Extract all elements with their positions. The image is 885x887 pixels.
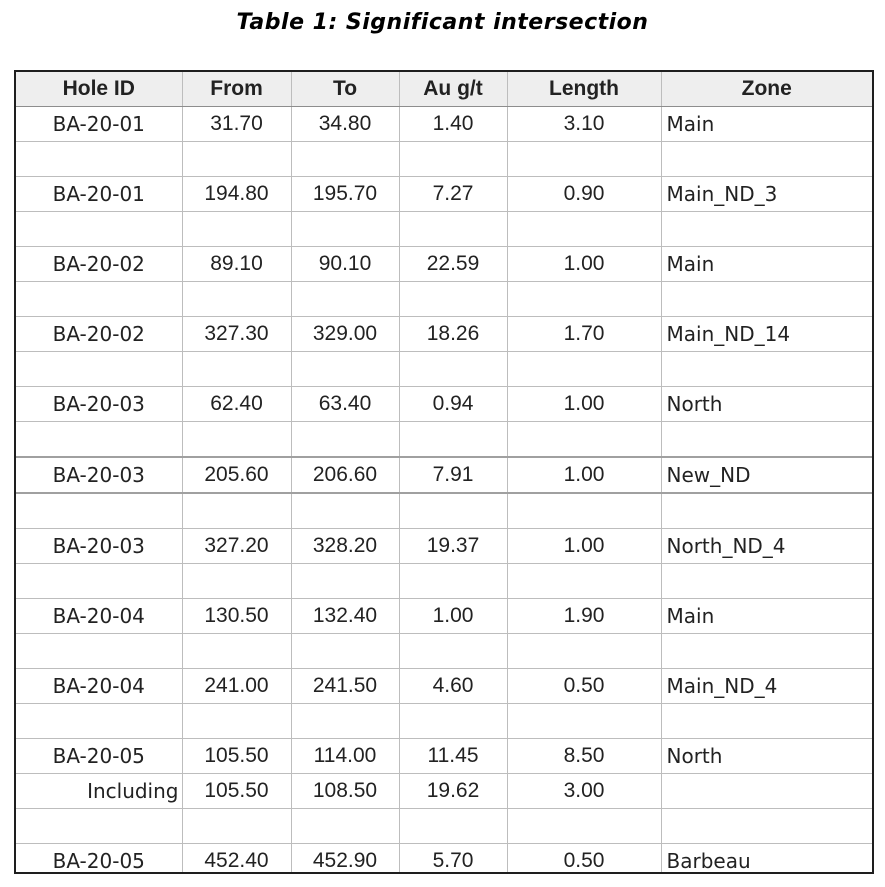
cell-to: 132.40 bbox=[291, 599, 399, 634]
cell-zone bbox=[661, 704, 872, 739]
cell-to: 241.50 bbox=[291, 669, 399, 704]
cell-to bbox=[291, 564, 399, 599]
table-body bbox=[16, 107, 872, 875]
header-length: Length bbox=[507, 72, 661, 107]
cell-length bbox=[507, 352, 661, 387]
table-row bbox=[16, 282, 872, 317]
cell-zone: North bbox=[661, 739, 872, 774]
table-row bbox=[16, 669, 872, 704]
cell-to bbox=[291, 352, 399, 387]
cell-length bbox=[507, 634, 661, 669]
cell-hole-id: BA-20-03 bbox=[16, 457, 182, 493]
table-row bbox=[16, 352, 872, 387]
cell-hole-id: BA-20-04 bbox=[16, 669, 182, 704]
cell-au: 22.59 bbox=[399, 247, 507, 282]
cell-from bbox=[182, 282, 291, 317]
cell-length bbox=[507, 282, 661, 317]
cell-hole-id: BA-20-04 bbox=[16, 599, 182, 634]
cell-to bbox=[291, 634, 399, 669]
cell-from: 327.20 bbox=[182, 529, 291, 564]
cell-from: 105.50 bbox=[182, 739, 291, 774]
cell-hole-id: Including bbox=[16, 774, 182, 809]
cell-au bbox=[399, 809, 507, 844]
cell-from bbox=[182, 564, 291, 599]
cell-to: 329.00 bbox=[291, 317, 399, 352]
cell-au: 4.60 bbox=[399, 669, 507, 704]
header-zone: Zone bbox=[661, 72, 872, 107]
cell-zone bbox=[661, 564, 872, 599]
cell-au: 5.70 bbox=[399, 844, 507, 875]
cell-from bbox=[182, 634, 291, 669]
cell-from bbox=[182, 809, 291, 844]
cell-from: 194.80 bbox=[182, 177, 291, 212]
cell-zone bbox=[661, 422, 872, 458]
cell-hole-id bbox=[16, 704, 182, 739]
cell-length: 1.00 bbox=[507, 529, 661, 564]
cell-to bbox=[291, 212, 399, 247]
cell-hole-id bbox=[16, 422, 182, 458]
cell-zone bbox=[661, 634, 872, 669]
table-row bbox=[16, 457, 872, 493]
cell-zone: Main_ND_4 bbox=[661, 669, 872, 704]
table-row bbox=[16, 422, 872, 458]
cell-zone: Main_ND_14 bbox=[661, 317, 872, 352]
table-row bbox=[16, 247, 872, 282]
header-from: From bbox=[182, 72, 291, 107]
intersection-table bbox=[14, 70, 874, 874]
cell-to: 34.80 bbox=[291, 107, 399, 142]
cell-length bbox=[507, 564, 661, 599]
cell-hole-id bbox=[16, 809, 182, 844]
cell-zone: North bbox=[661, 387, 872, 422]
cell-zone: Main bbox=[661, 107, 872, 142]
cell-from bbox=[182, 352, 291, 387]
cell-zone bbox=[661, 352, 872, 387]
table-row bbox=[16, 809, 872, 844]
table-row bbox=[16, 599, 872, 634]
table-row bbox=[16, 107, 872, 142]
cell-length: 8.50 bbox=[507, 739, 661, 774]
cell-from bbox=[182, 493, 291, 529]
table-row bbox=[16, 564, 872, 599]
cell-au: 18.26 bbox=[399, 317, 507, 352]
header-au: Au g/t bbox=[399, 72, 507, 107]
cell-zone bbox=[661, 212, 872, 247]
table-row bbox=[16, 317, 872, 352]
cell-hole-id: BA-20-01 bbox=[16, 107, 182, 142]
cell-hole-id: BA-20-03 bbox=[16, 529, 182, 564]
cell-zone bbox=[661, 282, 872, 317]
cell-zone: Main_ND_3 bbox=[661, 177, 872, 212]
cell-from: 62.40 bbox=[182, 387, 291, 422]
cell-hole-id bbox=[16, 352, 182, 387]
table-row bbox=[16, 387, 872, 422]
cell-length bbox=[507, 493, 661, 529]
table-row bbox=[16, 844, 872, 875]
table-row bbox=[16, 529, 872, 564]
cell-to bbox=[291, 493, 399, 529]
cell-length: 0.90 bbox=[507, 177, 661, 212]
table-row bbox=[16, 212, 872, 247]
table-row bbox=[16, 493, 872, 529]
cell-from bbox=[182, 212, 291, 247]
cell-au bbox=[399, 142, 507, 177]
cell-from: 205.60 bbox=[182, 457, 291, 493]
cell-to bbox=[291, 809, 399, 844]
cell-au bbox=[399, 493, 507, 529]
cell-from: 327.30 bbox=[182, 317, 291, 352]
cell-from: 31.70 bbox=[182, 107, 291, 142]
cell-from bbox=[182, 704, 291, 739]
cell-hole-id: BA-20-02 bbox=[16, 247, 182, 282]
cell-length bbox=[507, 142, 661, 177]
table-row bbox=[16, 774, 872, 809]
cell-length bbox=[507, 212, 661, 247]
cell-length: 3.10 bbox=[507, 107, 661, 142]
cell-from: 452.40 bbox=[182, 844, 291, 875]
cell-length bbox=[507, 422, 661, 458]
cell-au bbox=[399, 422, 507, 458]
cell-au: 7.27 bbox=[399, 177, 507, 212]
cell-au bbox=[399, 704, 507, 739]
cell-au: 0.94 bbox=[399, 387, 507, 422]
cell-length: 0.50 bbox=[507, 844, 661, 875]
cell-zone bbox=[661, 142, 872, 177]
cell-au: 1.00 bbox=[399, 599, 507, 634]
cell-zone bbox=[661, 774, 872, 809]
cell-length: 1.90 bbox=[507, 599, 661, 634]
cell-au: 1.40 bbox=[399, 107, 507, 142]
cell-to: 206.60 bbox=[291, 457, 399, 493]
cell-au: 19.37 bbox=[399, 529, 507, 564]
cell-to: 114.00 bbox=[291, 739, 399, 774]
cell-hole-id bbox=[16, 493, 182, 529]
cell-hole-id bbox=[16, 212, 182, 247]
cell-to: 63.40 bbox=[291, 387, 399, 422]
cell-au bbox=[399, 282, 507, 317]
cell-hole-id bbox=[16, 634, 182, 669]
header-row bbox=[16, 72, 872, 107]
cell-length: 1.70 bbox=[507, 317, 661, 352]
cell-from bbox=[182, 142, 291, 177]
cell-au bbox=[399, 564, 507, 599]
cell-hole-id: BA-20-05 bbox=[16, 739, 182, 774]
cell-hole-id: BA-20-01 bbox=[16, 177, 182, 212]
cell-au bbox=[399, 352, 507, 387]
table-row bbox=[16, 142, 872, 177]
cell-hole-id bbox=[16, 142, 182, 177]
cell-to: 328.20 bbox=[291, 529, 399, 564]
cell-length: 1.00 bbox=[507, 457, 661, 493]
cell-to: 452.90 bbox=[291, 844, 399, 875]
cell-to: 195.70 bbox=[291, 177, 399, 212]
cell-to bbox=[291, 704, 399, 739]
table-row bbox=[16, 634, 872, 669]
cell-length: 3.00 bbox=[507, 774, 661, 809]
table-row bbox=[16, 704, 872, 739]
cell-au: 7.91 bbox=[399, 457, 507, 493]
cell-from bbox=[182, 422, 291, 458]
cell-to: 108.50 bbox=[291, 774, 399, 809]
cell-from: 89.10 bbox=[182, 247, 291, 282]
cell-length: 1.00 bbox=[507, 247, 661, 282]
cell-hole-id: BA-20-05 bbox=[16, 844, 182, 875]
cell-hole-id bbox=[16, 564, 182, 599]
cell-zone: North_ND_4 bbox=[661, 529, 872, 564]
cell-length bbox=[507, 809, 661, 844]
cell-length bbox=[507, 704, 661, 739]
cell-to bbox=[291, 422, 399, 458]
table-row bbox=[16, 739, 872, 774]
cell-hole-id bbox=[16, 282, 182, 317]
cell-zone bbox=[661, 809, 872, 844]
cell-zone: Barbeau bbox=[661, 844, 872, 875]
cell-au bbox=[399, 634, 507, 669]
cell-zone: Main bbox=[661, 599, 872, 634]
cell-to bbox=[291, 142, 399, 177]
table-title: Table 1: Significant intersection bbox=[236, 10, 649, 35]
cell-length: 1.00 bbox=[507, 387, 661, 422]
cell-hole-id: BA-20-02 bbox=[16, 317, 182, 352]
cell-hole-id: BA-20-03 bbox=[16, 387, 182, 422]
cell-length: 0.50 bbox=[507, 669, 661, 704]
cell-from: 241.00 bbox=[182, 669, 291, 704]
table-row bbox=[16, 177, 872, 212]
cell-au: 19.62 bbox=[399, 774, 507, 809]
cell-to bbox=[291, 282, 399, 317]
cell-to: 90.10 bbox=[291, 247, 399, 282]
cell-au: 11.45 bbox=[399, 739, 507, 774]
header-hole-id: Hole ID bbox=[16, 72, 182, 107]
cell-zone bbox=[661, 493, 872, 529]
cell-from: 130.50 bbox=[182, 599, 291, 634]
cell-from: 105.50 bbox=[182, 774, 291, 809]
header-to: To bbox=[291, 72, 399, 107]
cell-zone: Main bbox=[661, 247, 872, 282]
cell-zone: New_ND bbox=[661, 457, 872, 493]
cell-au bbox=[399, 212, 507, 247]
